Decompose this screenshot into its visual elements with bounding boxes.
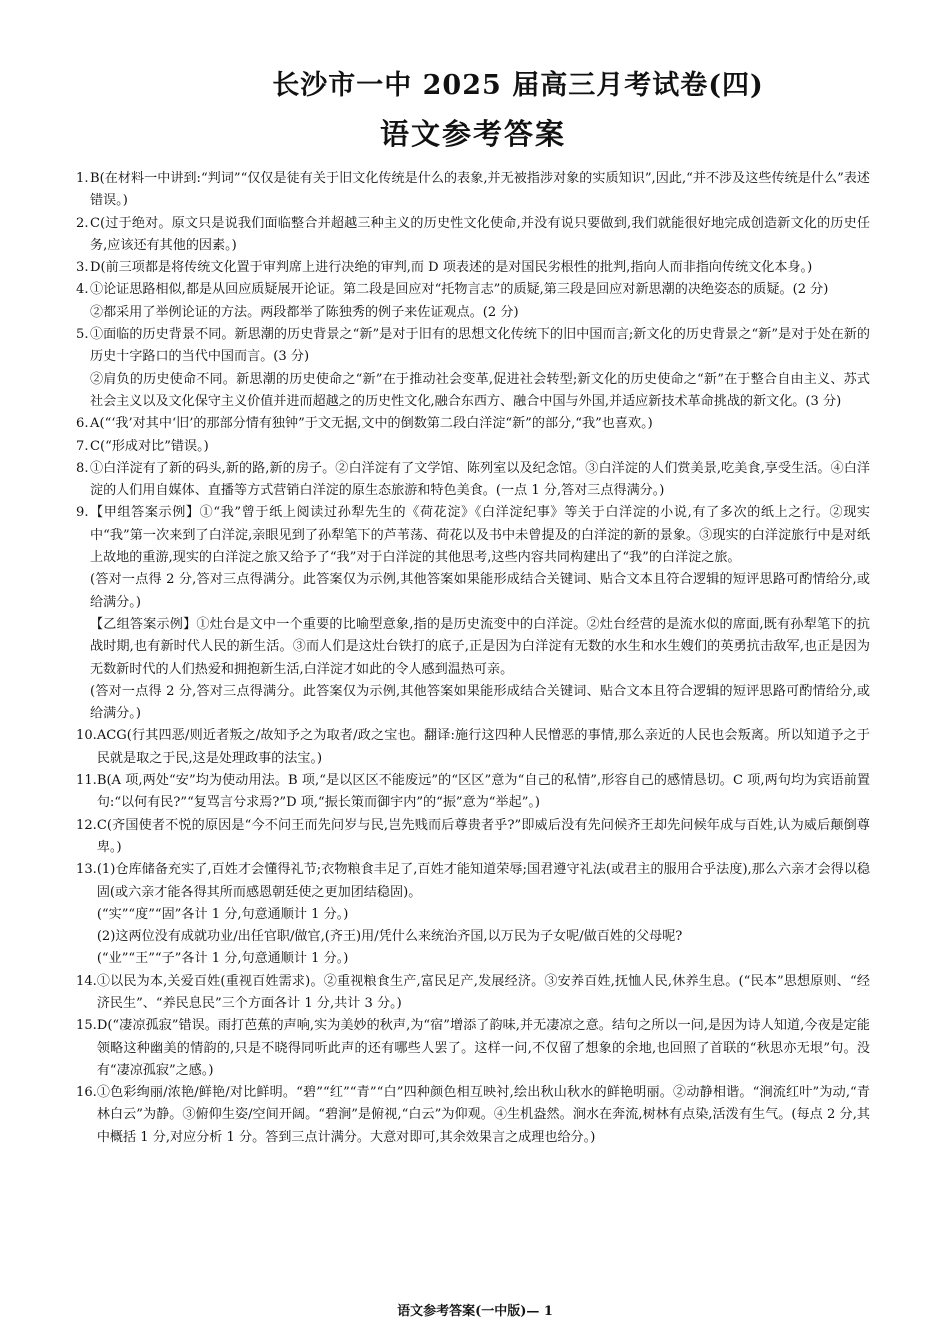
answer-number: 4. [76, 282, 89, 298]
answer-number: 15. [76, 1018, 97, 1034]
answer-paragraph: A(“‘我’对其中‘旧’的那部分情有独钟”于文无据,文中的倒数第二段白洋淀“新”的部分,“我”也喜欢。) [90, 416, 653, 432]
answer-number: 7. [76, 438, 89, 454]
answer-paragraph: ①论证思路相似,都是从回应质疑展开论证。第二段是回应对“托物言志”的质疑,第三段是回应对新思潮的决绝姿态的质疑。(2 分) [90, 282, 829, 298]
answer-number: 14. [76, 973, 97, 989]
answer-paragraph: ①面临的历史背景不同。新思潮的历史背景之“新”是对于旧有的思想文化传统下的旧中国而言;新文化的历史背景之“新”是对于处在新的历史十字路口的当代中国而言。(3 分) [90, 327, 870, 365]
answer-item [76, 725, 870, 770]
answer-content [90, 458, 870, 503]
answer-paragraph: ①色彩绚丽/浓艳/鲜艳/对比鲜明。“碧”“红”“青”“白”四种颜色相互映衬,绘出秋山秋水的鲜艳明丽。②动静相谐。“涧流红叶”为动,“青林白云”为静。③俯仰生姿/空间开阔。“碧涧”是俯视,“白云”为仰观。④生机盎然。涧水在奔流,树林有点染,活泼有生气。(每点 2 分,其中概括 1 分,对应分析 1 分。答到三点计满分。大意对即可,其余效果言之成理也给分。) [96, 1085, 870, 1145]
answer-item [76, 458, 870, 503]
answer-paragraph: (答对一点得 2 分,答对三点得满分。此答案仅为示例,其他答案如果能形成结合关键词、贴合文本且符合逻辑的短评思路可酌情给分,或给满分。) [90, 683, 870, 722]
answer-paragraph: D(“凄凉孤寂”错误。雨打芭蕉的声响,实为美妙的秋声,为“宿”增添了韵味,并无凄凉之意。结句之所以一问,是因为诗人知道,今夜是定能领略这种幽美的情韵的,只是不晓得同听此声的还有哪些人罢了。这样一问,不仅留了想象的余地,也回照了首联的“秋思亦无垠”句。没有“凄凉孤寂”之感。) [96, 1018, 870, 1078]
answer-content [97, 971, 870, 1016]
answer-paragraph: ②肩负的历史使命不同。新思潮的历史使命之“新”在于推动社会变革,促进社会转型;新文化的历史使命之“新”在于整合自由主义、苏式社会主义以及文化保守主义价值并进而超越之的历史性文化,融合东西方、融合中国与外国,并适应新技术革命挑战的新文化。(3 分) [90, 371, 870, 409]
answer-list [76, 168, 870, 1149]
answer-item [76, 413, 870, 435]
answer-item [76, 1015, 870, 1082]
answer-content [90, 502, 870, 725]
answer-paragraph: (1)仓库储备充实了,百姓才会懂得礼节;衣物粮食丰足了,百姓才能知道荣辱;国君遵守礼法(或君主的服用合乎法度),那么六亲才会得以稳固(或六亲才能各得其所而感恩朝廷使之更加团结稳固)。 [96, 862, 870, 900]
document-subtitle: 语文参考答案 [379, 117, 566, 151]
answer-paragraph: 【乙组答案示例】①灶台是文中一个重要的比喻型意象,指的是历史流变中的白洋淀。②灶台经营的是流水似的席面,既有孙犁笔下的抗战时期,也有新时代人民的新生活。③而人们是这灶台铁打的底子,正是因为白洋淀有无数的水生和水生嫂们的英勇抗击敌军,也正是因为无数新时代的人们热爱和拥抱新生活,白洋淀才如此的令人感到温热可亲。 [90, 616, 870, 677]
answer-content [90, 257, 870, 279]
answer-content [97, 1082, 870, 1149]
document-title: 长沙市一中 2025 届高三月考试卷(四) [272, 70, 764, 101]
answer-item [76, 257, 870, 279]
answer-item [76, 168, 870, 213]
answer-content [90, 213, 870, 258]
answer-paragraph: ACG(行其四恶/则近者叛之/故知予之为取者/政之宝也。翻译:施行这四种人民憎恶的事情,那么亲近的人民也会叛离。所以知道予之于民就是取之于民,这是处理政事的法宝。) [96, 728, 870, 766]
answer-number: 16. [76, 1085, 97, 1101]
answer-number: 13. [76, 862, 97, 878]
answer-number: 2. [76, 215, 89, 231]
answer-content [97, 859, 870, 970]
answer-item [76, 502, 870, 725]
answer-number: 9. [76, 505, 89, 521]
answer-content [97, 725, 870, 770]
answer-content [90, 436, 870, 458]
answer-number: 1. [76, 171, 89, 186]
answer-paragraph: (2)这两位没有成就功业/出任官职/做官,(齐王)用/凭什么来统治齐国,以万民为子女呢/做百姓的父母呢? [96, 929, 683, 945]
page-footer: 语文参考答案(一中版)— 1 [397, 1304, 553, 1319]
answer-item [76, 770, 870, 815]
answer-number: 6. [76, 416, 89, 432]
answer-paragraph: 【甲组答案示例】①“我”曾于纸上阅读过孙犁先生的《荷花淀》《白洋淀纪事》等关于白洋淀的小说,有了多次的纸上之行。②现实中“我”第一次来到了白洋淀,亲眼见到了孙犁笔下的芦苇荡、荷花以及书中未曾提及的白洋淀的新的景象。③现实的白洋淀旅行中是对纸上故地的重游,现实的白洋淀之旅又给予了“我”对于白洋淀的其他思考,这些内容共同构建出了“我”的白洋淀之旅。 [90, 505, 870, 566]
answer-paragraph: (“业”“王”“子”各计 1 分,句意通顺计 1 分。) [96, 951, 349, 967]
answer-paragraph: (“实”“度”“固”各计 1 分,句意通顺计 1 分。) [96, 906, 349, 922]
answer-content [97, 815, 870, 860]
answer-item [76, 815, 870, 860]
answer-content [90, 279, 870, 324]
answer-item [76, 213, 870, 258]
answer-number: 3. [76, 260, 89, 276]
answer-number: 11. [76, 773, 97, 789]
answer-content [90, 168, 870, 213]
answer-number: 5. [76, 327, 89, 343]
answer-paragraph: ②都采用了举例论证的方法。两段都举了陈独秀的例子来佐证观点。(2 分) [90, 304, 519, 320]
answer-item [76, 324, 870, 413]
answer-content [97, 770, 870, 815]
answer-number: 8. [76, 460, 89, 476]
answer-paragraph: ①白洋淀有了新的码头,新的路,新的房子。②白洋淀有了文学馆、陈列室以及纪念馆。③白洋淀的人们赏美景,吃美食,享受生活。④白洋淀的人们用自媒体、直播等方式营销白洋淀的原生态旅游和特色美食。(一点 1 分,答对三点得满分。) [90, 460, 870, 499]
answer-paragraph: C(齐国使者不悦的原因是“今不问王而先问岁与民,岂先贱而后尊贵者乎?”即威后没有先问候齐王却先问候年成与百姓,认为威后颠倒尊卑。) [96, 817, 870, 855]
answer-paragraph: (答对一点得 2 分,答对三点得满分。此答案仅为示例,其他答案如果能形成结合关键词、贴合文本且符合逻辑的短评思路可酌情给分,或给满分。) [90, 572, 870, 610]
answer-item [76, 279, 870, 324]
answer-content [90, 324, 870, 413]
answer-paragraph: ①以民为本,关爱百姓(重视百姓需求)。②重视粮食生产,富民足产,发展经济。③安养百姓,抚恤人民,休养生息。(“民本”思想原则、“经济民生”、“养民息民”三个方面各计 1 分,共计 3 分。) [96, 973, 870, 1011]
answer-content [90, 413, 870, 435]
answer-paragraph: C(过于绝对。原文只是说我们面临整合并超越三种主义的历史性文化使命,并没有说只要做到,我们就能很好地完成创造新文化的历史任务,应该还有其他的因素。) [90, 215, 870, 253]
answer-paragraph: B(A 项,两处“安”均为使动用法。B 项,“是以区区不能废远”的“区区”意为“自己的私情”,形容自己的感情恳切。C 项,两句均为宾语前置句:“以何有民?”“复骂言兮求焉?”D 项,“振长策而御宇内”的“振”意为“举起”。) [96, 773, 870, 811]
answer-number: 12. [76, 817, 97, 833]
answer-item [76, 859, 870, 970]
answer-number: 10. [76, 728, 97, 744]
answer-paragraph: B(在材料一中讲到:“判词”“仅仅是徒有关于旧文化传统是什么的表象,并无被指涉对象的实质知识”,因此,“并不涉及这些传统是什么”表述错误。) [90, 171, 870, 209]
answer-item [76, 971, 870, 1016]
answer-item [76, 436, 870, 458]
answer-paragraph: D(前三项都是将传统文化置于审判席上进行决绝的审判,而 D 项表述的是对国民劣根性的批判,指向人而非指向传统文化本身。) [90, 260, 813, 276]
answer-paragraph: C(“形成对比”错误。) [90, 438, 209, 454]
answer-item [76, 1082, 870, 1149]
answer-content [97, 1015, 870, 1082]
